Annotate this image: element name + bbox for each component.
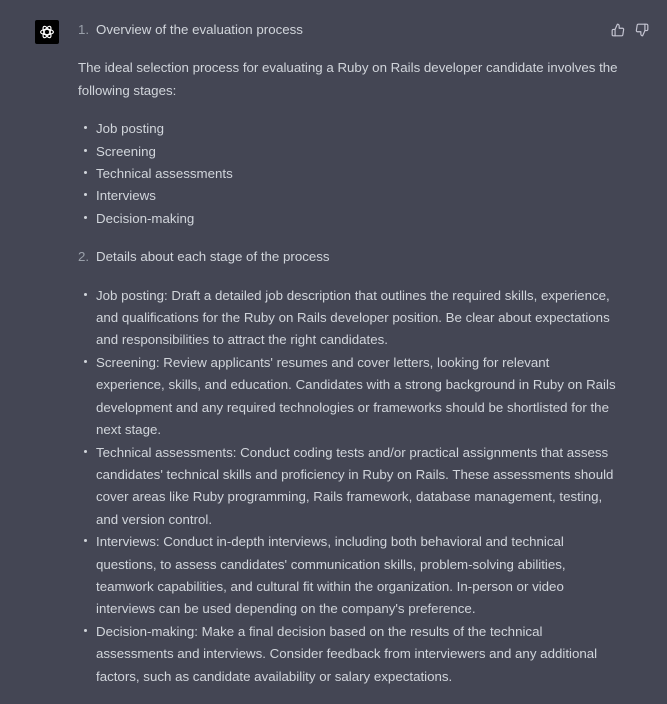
intro-paragraph: The ideal selection process for evaluating a Ruby on Rails developer candidate involves the following stages: [78,60,618,98]
openai-logo-icon [38,23,56,41]
section-heading [78,246,618,268]
dislike-button[interactable] [634,22,650,38]
list-item: Decision-making: Make a final decision based on the results of the technical assessments and interviews. Consider feedback from interviewers and any additional factors, such as candidate availability or salary expectations. [78,621,618,688]
list-number: 1. [78,22,90,37]
list-item: Interviews [78,185,618,207]
list-item: Interviews: Conduct in-depth interviews, including both behavioral and technical questions, to assess candidates' communication skills, problem-solving abilities, teamwork capabilities, and cultural fit within the organization. In-person or video interviews can be used depending on the company's preference. [78,531,618,621]
section-heading [78,19,618,41]
list-item: Decision-making [78,208,618,230]
assistant-avatar [35,20,59,44]
list-item: Screening [78,141,618,163]
list-item: Technical assessments: Conduct coding tests and/or practical assignments that assess candidates' technical skills and proficiency in Ruby on Rails. These assessments should cover areas like Ruby programming, Rails framework, database management, testing, and version control. [78,442,618,532]
section-title: Details about each stage of the process [96,249,330,265]
list-item: Screening: Review applicants' resumes and cover letters, looking for relevant experience, skills, and education. Candidates with a strong background in Ruby on Rails development and any required technologies or frameworks should be shortlisted for the next stage. [78,352,618,442]
list-number: 2. [78,249,90,265]
thumbs-down-icon [635,23,649,37]
list-item: Job posting: Draft a detailed job description that outlines the required skills, experience, and qualifications for the Ruby on Rails developer position. Be clear about expectations and responsibilities to attract the right candidates. [78,285,618,352]
list-item: Job posting [78,118,618,140]
assistant-message [78,19,618,704]
stages-list [78,118,618,230]
details-list [78,285,618,688]
section-title: Overview of the evaluation process [96,22,303,37]
list-item: Technical assessments [78,163,618,185]
